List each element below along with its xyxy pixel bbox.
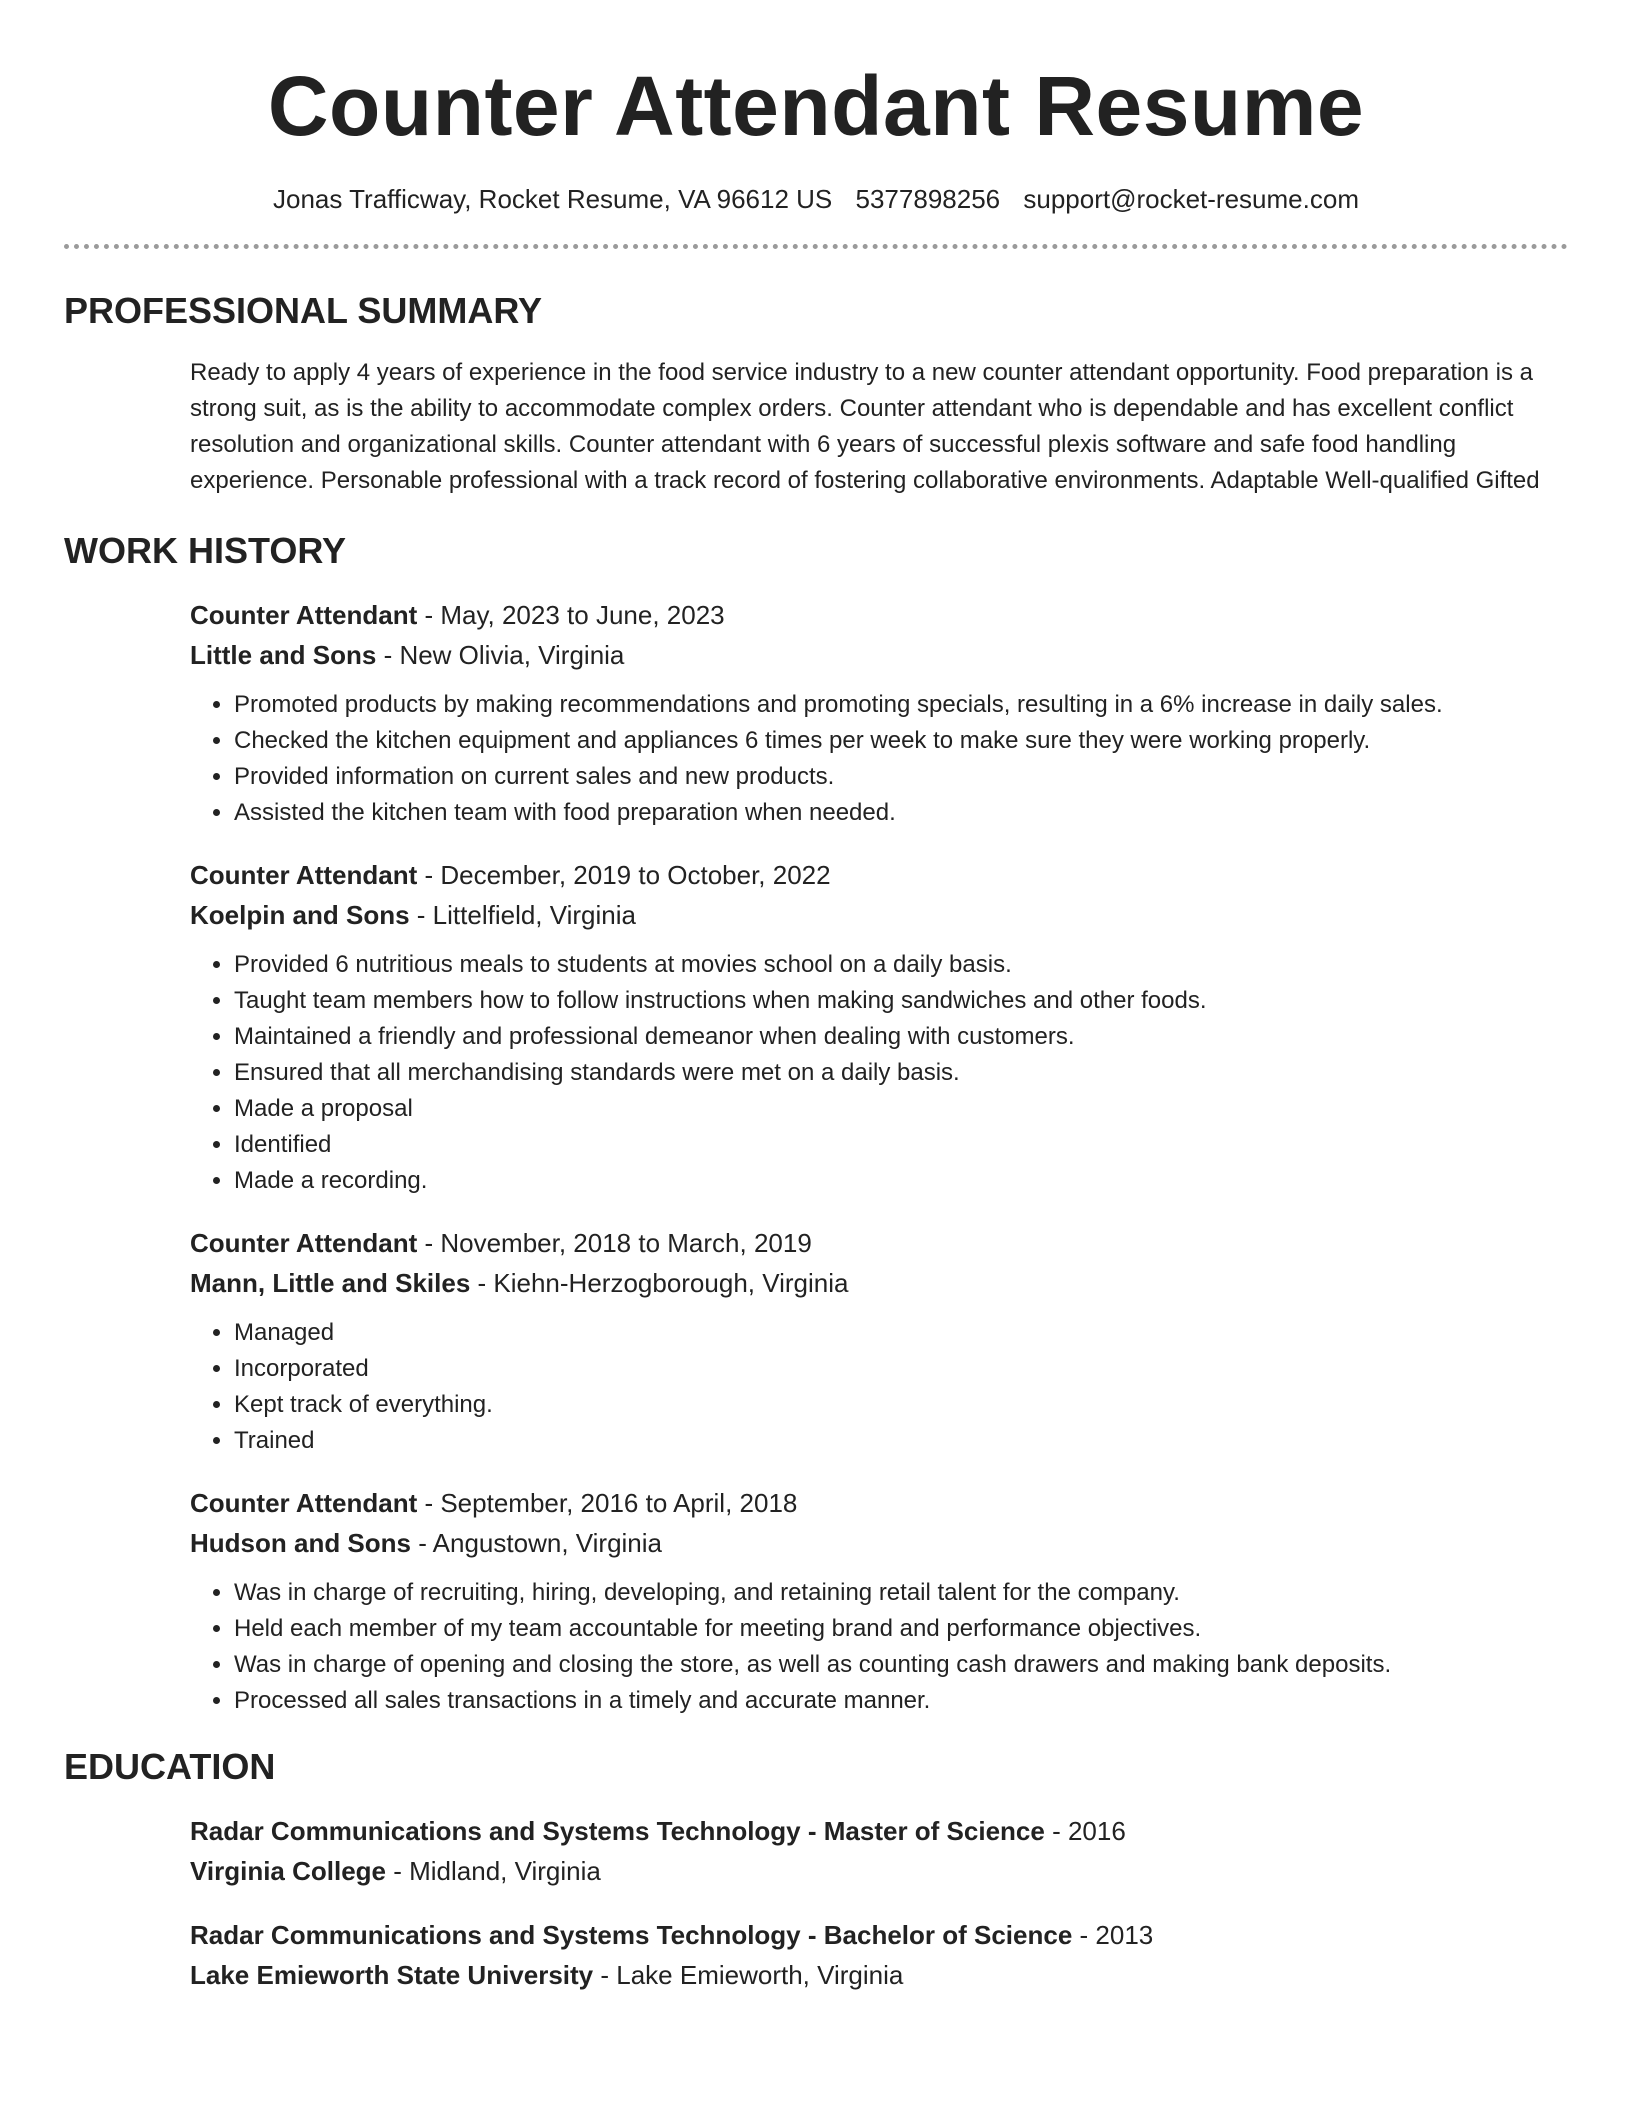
degree-name: Radar Communications and Systems Technology - Master of Science (190, 1816, 1045, 1846)
job-company: Hudson and Sons (190, 1528, 411, 1558)
job-location: - New Olivia, Virginia (376, 640, 625, 670)
job-company: Koelpin and Sons (190, 900, 410, 930)
job-bullet: • Promoted products by making recommendations and promoting specials, resulting in a 6% increase in daily sales. (234, 687, 1568, 723)
job-title: Counter Attendant (190, 600, 418, 630)
work-history-section (64, 529, 1568, 1719)
job-bullet: • Held each member of my team accountable for meeting brand and performance objectives. (234, 1611, 1568, 1647)
degree-year: - 2016 (1044, 1816, 1126, 1846)
job-dates: - September, 2016 to April, 2018 (417, 1488, 798, 1518)
education-entry (190, 1811, 1568, 1891)
school-name: Virginia College (190, 1856, 387, 1886)
job-entry (190, 1483, 1568, 1719)
job-bullet: • Managed (234, 1315, 1568, 1351)
job-title-line (190, 1483, 1568, 1523)
job-bullet: • Kept track of everything. (234, 1387, 1568, 1423)
job-entry (190, 1223, 1568, 1459)
job-bullets (190, 947, 1568, 1199)
job-title-line (190, 855, 1568, 895)
job-entry (190, 855, 1568, 1199)
job-company-line (190, 1263, 1568, 1303)
job-title: Counter Attendant (190, 1228, 418, 1258)
school-name: Lake Emieworth State University (190, 1960, 594, 1990)
job-bullet: • Trained (234, 1423, 1568, 1459)
job-title: Counter Attendant (190, 1488, 418, 1518)
job-location: - Littelfield, Virginia (409, 900, 636, 930)
contact-email: support@rocket-resume.com (1023, 184, 1359, 214)
education-heading: EDUCATION (64, 1746, 276, 1787)
summary-heading: PROFESSIONAL SUMMARY (64, 290, 543, 331)
resume-title: Counter Attendant Resume (267, 59, 1365, 153)
job-dates: - May, 2023 to June, 2023 (417, 600, 725, 630)
job-location: - Kiehn-Herzogborough, Virginia (470, 1268, 849, 1298)
job-bullet: • Identified (234, 1127, 1568, 1163)
job-bullet: • Checked the kitchen equipment and appliances 6 times per week to make sure they were working properly. (234, 723, 1568, 759)
degree-year: - 2013 (1072, 1920, 1154, 1950)
job-company-line (190, 1523, 1568, 1563)
job-dates: - November, 2018 to March, 2019 (417, 1228, 812, 1258)
summary-section (64, 289, 1568, 499)
contact-phone: 5377898256 (855, 184, 1001, 214)
job-company-line (190, 895, 1568, 935)
summary-text: Ready to apply 4 years of experience in the food service industry to a new counter attendant opportunity. Food preparation is a strong suit, as is the ability to accommodate complex orders. Counter attendant who is dependable and has excellent conflict resolution and organizational skills. Counter attendant with 6 years of successful plexis software and safe food handling experience. Personable professional with a track record of fostering collaborative environments. Adaptable Well-qualified Gifted (190, 359, 1540, 494)
job-location: - Angustown, Virginia (411, 1528, 662, 1558)
job-entry (190, 595, 1568, 831)
job-bullets (190, 1315, 1568, 1459)
school-location: - Midland, Virginia (386, 1856, 601, 1886)
degree-line (190, 1811, 1568, 1851)
contact-line (64, 182, 1568, 216)
degree-name: Radar Communications and Systems Technology - Bachelor of Science (190, 1920, 1073, 1950)
job-title: Counter Attendant (190, 860, 418, 890)
school-line (190, 1955, 1568, 1995)
school-line (190, 1851, 1568, 1891)
job-bullet: • Made a recording. (234, 1163, 1568, 1199)
job-bullet: • Made a proposal (234, 1091, 1568, 1127)
job-bullets (190, 1575, 1568, 1719)
job-bullet: • Taught team members how to follow instructions when making sandwiches and other foods. (234, 983, 1568, 1019)
education-section (64, 1745, 1568, 1995)
job-bullet: • Processed all sales transactions in a timely and accurate manner. (234, 1683, 1568, 1719)
job-bullet: • Provided 6 nutritious meals to students at movies school on a daily basis. (234, 947, 1568, 983)
job-bullet: • Maintained a friendly and professional demeanor when dealing with customers. (234, 1019, 1568, 1055)
job-title-line (190, 1223, 1568, 1263)
job-bullet: • Provided information on current sales and new products. (234, 759, 1568, 795)
job-company-line (190, 635, 1568, 675)
job-bullet: • Incorporated (234, 1351, 1568, 1387)
job-dates: - December, 2019 to October, 2022 (417, 860, 831, 890)
contact-address: Jonas Trafficway, Rocket Resume, VA 96612 US (273, 184, 833, 214)
job-bullet: • Ensured that all merchandising standards were met on a daily basis. (234, 1055, 1568, 1091)
header-divider (64, 244, 1568, 249)
work-history-heading: WORK HISTORY (64, 530, 347, 571)
job-bullet: • Assisted the kitchen team with food preparation when needed. (234, 795, 1568, 831)
job-bullet: • Was in charge of opening and closing the store, as well as counting cash drawers and making bank deposits. (234, 1647, 1568, 1683)
school-location: - Lake Emieworth, Virginia (593, 1960, 904, 1990)
job-bullet: • Was in charge of recruiting, hiring, developing, and retaining retail talent for the company. (234, 1575, 1568, 1611)
degree-line (190, 1915, 1568, 1955)
job-company: Little and Sons (190, 640, 377, 670)
job-company: Mann, Little and Skiles (190, 1268, 471, 1298)
education-entry (190, 1915, 1568, 1995)
job-title-line (190, 595, 1568, 635)
job-bullets (190, 687, 1568, 831)
